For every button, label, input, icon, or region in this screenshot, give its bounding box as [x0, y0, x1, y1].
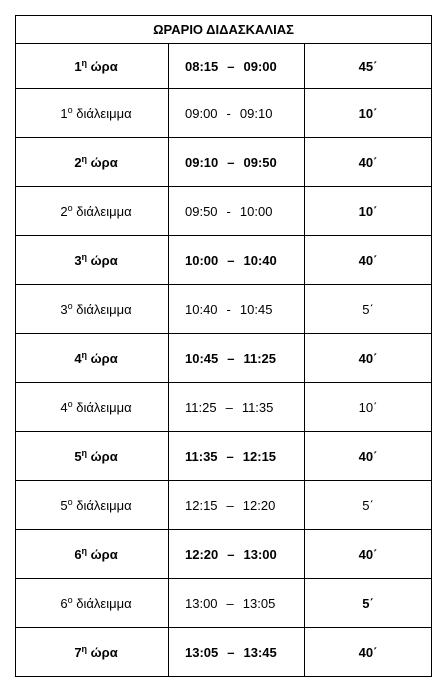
period-label: [16, 334, 169, 383]
duration: 10΄: [305, 383, 432, 432]
period-type: ώρα: [90, 252, 118, 268]
end-time: 12:20: [242, 497, 276, 513]
start-time: 09:50: [185, 203, 218, 219]
duration: 40΄: [305, 628, 432, 677]
table-row: [16, 334, 432, 383]
period-ordinal-suffix: ο: [67, 202, 73, 213]
duration: 40΄: [305, 530, 432, 579]
time-range: [169, 579, 305, 628]
table-row: [16, 530, 432, 579]
period-ordinal-suffix: ο: [67, 496, 73, 507]
table-row: [16, 44, 432, 89]
period-label: [16, 432, 169, 481]
table-row: [16, 285, 432, 334]
time-range: [169, 481, 305, 530]
time-range: [169, 187, 305, 236]
table-row: [16, 628, 432, 677]
end-time: 11:35: [241, 399, 274, 415]
end-time: 13:05: [242, 595, 276, 611]
time-separator: -: [226, 203, 231, 219]
period-ordinal-suffix: η: [81, 447, 88, 458]
period-ordinal-suffix: η: [81, 57, 88, 68]
start-time: 10:45: [185, 350, 219, 366]
title-row: [16, 16, 432, 44]
time-range: [169, 44, 305, 89]
time-separator: -: [226, 105, 231, 121]
period-number: 4: [74, 350, 82, 366]
duration: 40΄: [305, 432, 432, 481]
period-label: [16, 628, 169, 677]
start-time: 13:05: [185, 644, 219, 660]
table-row: [16, 89, 432, 138]
end-time: 10:40: [243, 252, 277, 268]
start-time: 12:20: [185, 546, 219, 562]
period-label: [16, 138, 169, 187]
start-time: 11:25: [185, 399, 217, 415]
period-type: ώρα: [90, 448, 118, 464]
duration: 5΄: [305, 285, 432, 334]
period-type: ώρα: [90, 154, 118, 170]
period-ordinal-suffix: ο: [67, 300, 73, 311]
duration: 5΄: [305, 481, 432, 530]
period-type: ώρα: [90, 58, 118, 74]
period-number: 6: [60, 595, 68, 611]
period-type: διάλειμμα: [76, 301, 132, 317]
period-number: 2: [60, 203, 68, 219]
period-label: [16, 236, 169, 285]
period-label: [16, 44, 169, 89]
period-number: 7: [74, 644, 82, 660]
period-type: ώρα: [90, 546, 118, 562]
duration: 10΄: [305, 89, 432, 138]
period-ordinal-suffix: ο: [67, 594, 73, 605]
period-type: διάλειμμα: [76, 497, 132, 513]
start-time: 13:00: [185, 595, 218, 611]
table-row: [16, 481, 432, 530]
duration: 45΄: [305, 44, 432, 89]
duration: 5΄: [305, 579, 432, 628]
period-number: 3: [60, 301, 68, 317]
time-separator: -: [226, 301, 231, 317]
end-time: 11:25: [243, 350, 277, 366]
period-ordinal-suffix: η: [81, 643, 88, 654]
period-ordinal-suffix: η: [81, 251, 88, 262]
start-time: 08:15: [185, 58, 219, 74]
table-row: [16, 236, 432, 285]
period-number: 1: [74, 58, 82, 74]
period-type: ώρα: [90, 644, 118, 660]
period-number: 5: [74, 448, 82, 464]
time-separator: –: [226, 448, 234, 464]
start-time: 12:15: [185, 497, 218, 513]
time-range: [169, 334, 305, 383]
time-range: [169, 432, 305, 481]
start-time: 09:00: [185, 105, 218, 121]
time-separator: –: [226, 497, 234, 513]
time-separator: –: [225, 399, 233, 415]
schedule-title: ΩΡΑΡΙΟ ΔΙΔΑΣΚΑΛΙΑΣ: [16, 16, 432, 44]
end-time: 09:50: [243, 154, 277, 170]
start-time: 11:35: [185, 448, 218, 464]
period-type: διάλειμμα: [76, 399, 132, 415]
period-type: διάλειμμα: [76, 105, 132, 121]
start-time: 10:00: [185, 252, 219, 268]
time-separator: –: [227, 252, 235, 268]
schedule-table: [15, 15, 432, 677]
time-separator: –: [227, 154, 235, 170]
time-range: [169, 530, 305, 579]
period-ordinal-suffix: ο: [67, 398, 73, 409]
period-label: [16, 579, 169, 628]
period-label: [16, 89, 169, 138]
period-number: 5: [60, 497, 68, 513]
duration: 40΄: [305, 138, 432, 187]
period-label: [16, 187, 169, 236]
period-number: 4: [60, 399, 68, 415]
period-label: [16, 383, 169, 432]
period-number: 2: [74, 154, 82, 170]
duration: 10΄: [305, 187, 432, 236]
period-label: [16, 285, 169, 334]
start-time: 10:40: [185, 301, 218, 317]
period-number: 1: [60, 105, 68, 121]
time-separator: –: [227, 350, 235, 366]
time-range: [169, 138, 305, 187]
time-range: [169, 383, 305, 432]
time-range: [169, 89, 305, 138]
period-label: [16, 481, 169, 530]
period-ordinal-suffix: ο: [67, 104, 73, 115]
period-ordinal-suffix: η: [81, 545, 88, 556]
end-time: 12:15: [242, 448, 277, 464]
time-separator: –: [227, 546, 235, 562]
start-time: 09:10: [185, 154, 219, 170]
time-separator: –: [227, 644, 235, 660]
end-time: 13:00: [243, 546, 277, 562]
duration: 40΄: [305, 236, 432, 285]
table-row: [16, 138, 432, 187]
end-time: 10:45: [239, 301, 273, 317]
time-range: [169, 628, 305, 677]
period-ordinal-suffix: η: [81, 153, 88, 164]
end-time: 13:45: [243, 644, 277, 660]
end-time: 10:00: [239, 203, 273, 219]
end-time: 09:00: [243, 58, 277, 74]
schedule-document: [15, 15, 431, 677]
schedule-table-body: [16, 16, 432, 677]
end-time: 09:10: [239, 105, 273, 121]
period-type: διάλειμμα: [76, 595, 132, 611]
table-row: [16, 432, 432, 481]
period-number: 3: [74, 252, 82, 268]
time-range: [169, 285, 305, 334]
period-type: ώρα: [90, 350, 118, 366]
table-row: [16, 579, 432, 628]
table-row: [16, 187, 432, 236]
duration: 40΄: [305, 334, 432, 383]
time-separator: –: [227, 58, 235, 74]
period-label: [16, 530, 169, 579]
period-ordinal-suffix: η: [81, 349, 88, 360]
period-number: 6: [74, 546, 82, 562]
period-type: διάλειμμα: [76, 203, 132, 219]
time-range: [169, 236, 305, 285]
time-separator: –: [226, 595, 234, 611]
table-row: [16, 383, 432, 432]
